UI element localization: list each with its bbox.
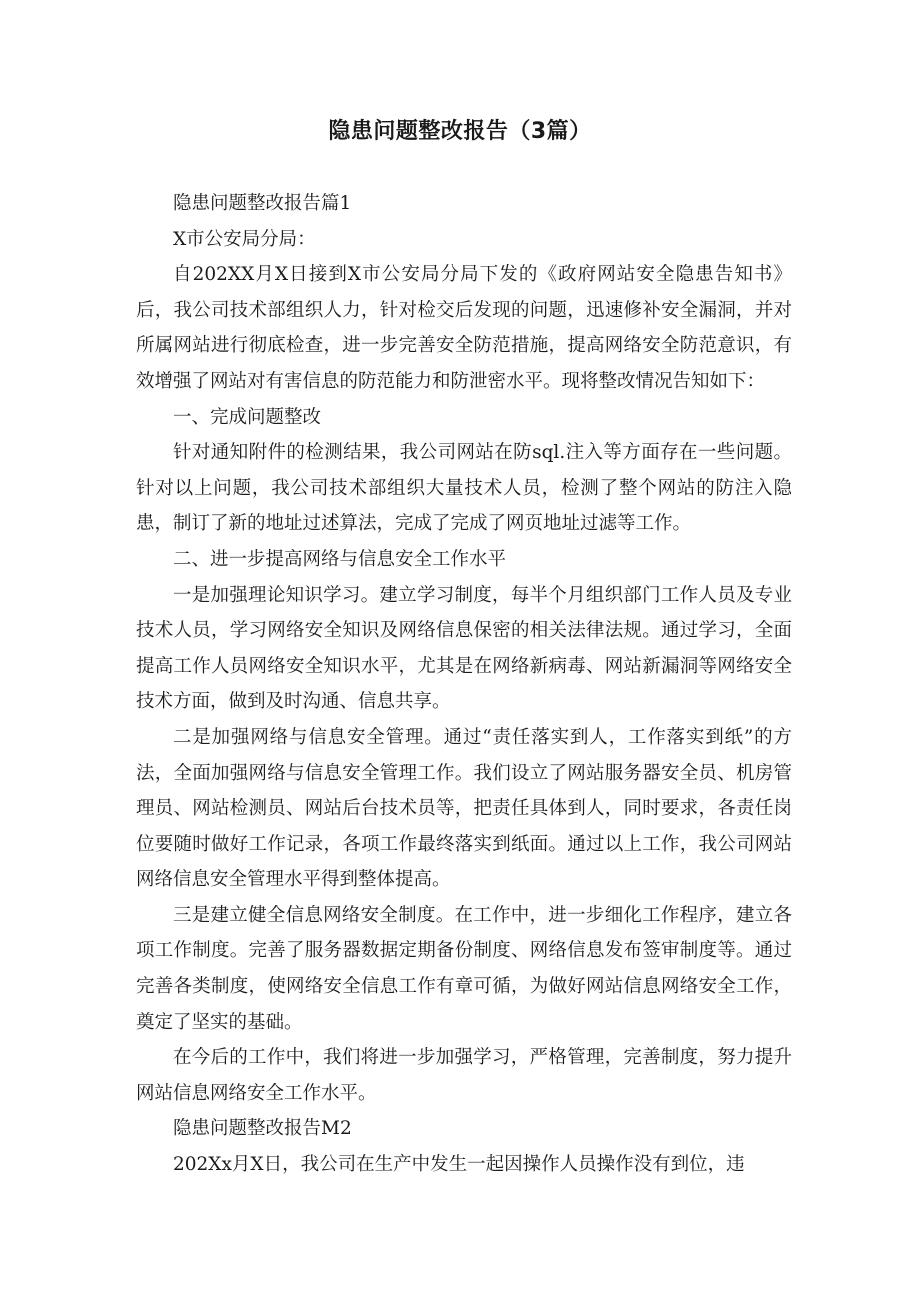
section-heading-1: 隐患问题整改报告篇1	[173, 193, 352, 214]
section-heading-2: 隐患问题整改报告M2	[173, 1118, 352, 1140]
intro-paragraph: 自202XX月X日接到X市公安局分局下发的《政府网站安全隐患告知书》后，我公司技术部组织人力，针对检交后发现的问题，迅速修补安全漏洞，并对所属网站进行彻底检查，进一步完善安全防范措施，提高网络安全防范意识，有效增强了网站对有害信息的防范能力和防泄密水平。现将整改情况告知如下：	[136, 264, 792, 392]
addressee: X市公安局分局：	[173, 228, 316, 250]
paragraph-rectification-detail: 针对通知附件的检测结果，我公司网站在防sql.注入等方面存在一些问题。针对以上问题，我公司技术部组织大量技术人员，检测了整个网站的防注入隐患，制订了新的地址过述算法，完成了完成了网页地址过滤等工作。	[136, 442, 792, 535]
paragraph-management: 二是加强网络与信息安全管理。通过“责任落实到人，工作落实到纸”的方法，全面加强网络与信息安全管理工作。我们设立了网站服务器安全员、机房管理员、网站检测员、网站后台技术员等，把责任具体到人，同时要求，各责任岗位要随时做好工作记录，各项工作最终落实到纸面。通过以上工作，我公司网站网络信息安全管理水平得到整体提高。	[136, 726, 792, 891]
paragraph-system: 三是建立健全信息网络安全制度。在工作中，进一步细化工作程序，建立各项工作制度。完善了服务器数据定期备份制度、网络信息发布签审制度等。通过完善各类制度，使网络安全信息工作有章可循，为做好网站信息网络安全工作，奠定了坚实的基础。	[136, 904, 792, 1033]
paragraph-section-2-start: 202Xx月X日，我公司在生产中发生一起因操作人员操作没有到位，违	[173, 1154, 745, 1176]
document-body	[136, 186, 792, 1183]
subheading-improve-security: 二、进一步提高网络与信息安全工作水平	[173, 548, 507, 570]
document-title: 隐患问题整改报告（3篇）	[328, 119, 592, 144]
paragraph-conclusion: 在今后的工作中，我们将进一步加强学习，严格管理，完善制度，努力提升网站信息网络安全工作水平。	[136, 1047, 792, 1104]
paragraph-study: 一是加强理论知识学习。建立学习制度，每半个月组织部门工作人员及专业技术人员，学习网络安全知识及网络信息保密的相关法律法规。通过学习，全面提高工作人员网络安全知识水平，尤其是在网络新病毒、网站新漏洞等网络安全技术方面，做到及时沟通、信息共享。	[136, 584, 792, 713]
subheading-complete-rectification: 一、完成问题整改	[173, 406, 322, 428]
